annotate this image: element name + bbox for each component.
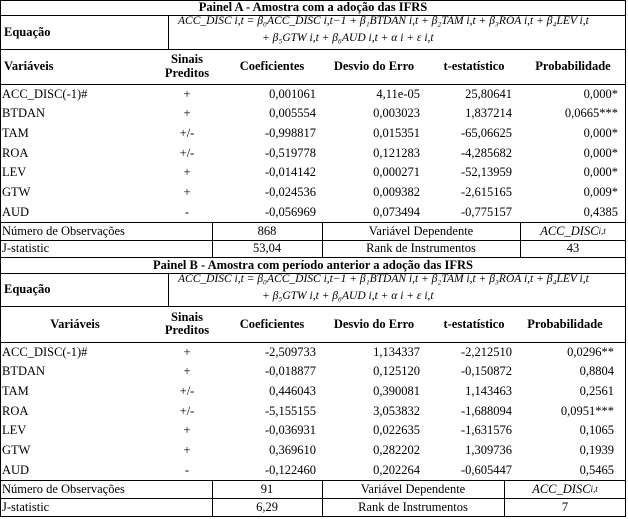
panel-a-rank-label: Rank de Instrumentos [366,241,476,256]
panel-b-dep-var-name: ACC_DISC [532,481,591,496]
variable-name: GTW [2,185,31,200]
rule [504,480,505,516]
panel-b-header-signs-l1: Sinais [171,309,203,324]
coefficient-value: 0,001061 [269,86,316,101]
rule [0,273,626,274]
table-row [0,143,626,163]
table-row [0,460,626,480]
panel-a-header-signs-l1: Sinais [171,52,203,67]
panel-b-header-std-error: Desvio do Erro [333,316,415,331]
panel-b-footer-row-1 [0,480,626,498]
panel-a-header-signs [150,49,224,84]
panel-a-header-variables: Variáveis [4,59,54,74]
panel-a-equation-row [0,15,626,49]
panel-b-header-signs-l2: Preditos [164,323,210,337]
predicted-sign: - [184,204,190,219]
panel-a-n-obs-label: Número de Observações [2,223,125,238]
table-row [0,441,626,461]
panel-a-equation-line2: + β₅GTW i,t + β₆AUD i,t + α i + ε i,t [262,32,434,44]
variable-name: TAM [2,125,29,140]
variable-name: BTDAN [2,106,46,121]
panel-b-header-t-stat: t-estatístico [443,316,505,331]
panel-b-equation-label: Equação [4,282,51,297]
rule [212,222,213,257]
variable-name: ROA [2,145,29,160]
rule [0,498,626,499]
panel-b-dep-var-value [504,480,626,498]
variable-name: ACC_DISC(-1)# [2,86,88,101]
panel-b-header-signs [150,306,224,342]
std-error-value: 0,003023 [373,106,420,121]
predicted-sign: + [183,423,191,438]
probability-value: 0,0951*** [560,403,614,418]
coefficient-value: 0,446043 [269,383,316,398]
panel-b-footer-row-2 [0,498,626,516]
panel-b-title: Painel B - Amostra com período anterior a adoção das IFRS [153,257,473,272]
panel-b-equation-row [0,273,626,306]
predicted-sign: + [183,443,191,458]
table-row [0,381,626,401]
t-stat-value: -4,285682 [460,145,512,160]
table-row [0,84,626,104]
table-row [0,183,626,203]
coefficient-value: -0,024536 [264,185,316,200]
std-error-value: 1,134337 [373,344,420,359]
panel-b-n-obs-value: 91 [260,481,274,496]
panel-b-header-row [0,306,626,342]
t-stat-value: -1,631576 [460,423,512,438]
panel-b-equation-line1: ACC_DISC i,t = β₀ACC_DISC i,t−1 + β₁BTDAN i,t + β₂TAM i,t + β₃ROA i,t + β₄LEV i,t [178,273,589,285]
rule [520,222,521,257]
probability-value: 0,000* [583,145,618,160]
panel-a-jstat-label: J-statistic [2,241,50,256]
panel-a-title-row [0,0,626,15]
panel-b-title-row [0,257,626,273]
panel-a-equation-label: Equação [4,24,51,39]
panel-b-header-probability: Probabilidade [527,316,603,331]
t-stat-value: -0,150872 [460,364,512,379]
t-stat-value: 1,309736 [465,443,512,458]
probability-value: 0,0665*** [564,106,618,121]
panel-a-header-probability: Probabilidade [535,59,611,74]
table-row [0,401,626,421]
t-stat-value: 1,837214 [465,106,512,121]
variable-name: LEV [2,423,27,438]
probability-value: 0,2561 [579,383,614,398]
variable-name: ROA [2,403,29,418]
probability-value: 0,4385 [583,204,618,219]
coefficient-value: -0,122460 [264,462,316,477]
rule [0,480,626,481]
coefficient-value: -0,018877 [264,364,316,379]
predicted-sign: +/- [179,383,195,398]
t-stat-value: -52,13959 [460,165,512,180]
t-stat-value: -0,605447 [460,462,512,477]
coefficient-value: -0,014142 [264,165,316,180]
table-row [0,123,626,143]
panel-b-header-variables: Variáveis [50,316,100,331]
coefficient-value: -0,056969 [264,204,316,219]
variable-name: TAM [2,383,29,398]
probability-value: 0,1065 [579,423,614,438]
table-row [0,202,626,222]
panel-a-equation-line1: ACC_DISC i,t = β₀ACC_DISC i,t−1 + β₁BTDAN i,t + β₂TAM i,t + β₃ROA i,t + β₄LEV i,t [178,15,589,27]
rule [0,84,626,85]
panel-a-header-t-stat: t-estatístico [443,59,505,74]
coefficient-value: -0,036931 [264,423,316,438]
probability-value: 0,000* [583,165,618,180]
rule [0,342,626,343]
panel-a-header-coefficients: Coeficientes [239,59,305,74]
std-error-value: 0,282202 [373,443,420,458]
predicted-sign: + [183,106,191,121]
t-stat-value: 1,143463 [465,383,512,398]
panel-a-header-std-error: Desvio do Erro [333,59,415,74]
panel-a-header-row [0,49,626,84]
std-error-value: 0,125120 [373,364,420,379]
predicted-sign: + [183,165,191,180]
variable-name: GTW [2,443,31,458]
table-row [0,362,626,382]
predicted-sign: + [183,364,191,379]
coefficient-value: -0,519778 [264,145,316,160]
coefficient-value: -2,509733 [264,344,316,359]
table-row [0,163,626,183]
panel-a-dep-var-subscript: i,t [598,225,606,236]
rule [0,257,626,258]
rule [0,222,626,223]
variable-name: AUD [2,204,30,219]
panel-a-dep-var-name: ACC_DISC [540,223,599,238]
panel-b-rank-label: Rank de Instrumentos [358,499,468,514]
rule [0,49,626,50]
probability-value: 0,1939 [579,443,614,458]
panel-b-equation-line2: + β₅GTW i,t + β₆AUD i,t + α i + ε i,t [262,290,434,302]
panel-b-jstat-value: 6,29 [256,499,278,514]
panel-a-footer-row-2 [0,240,626,257]
panel-b-header-coefficients: Coeficientes [239,316,305,331]
std-error-value: 0,015351 [373,125,420,140]
table-row [0,104,626,124]
variable-name: AUD [2,462,30,477]
probability-value: 0,000* [583,86,618,101]
table-row [0,421,626,441]
panel-a-dep-var-value [520,222,626,240]
std-error-value: 0,000271 [373,165,420,180]
probability-value: 0,009* [583,185,618,200]
predicted-sign: + [183,185,191,200]
std-error-value: 0,202264 [373,462,420,477]
panel-a-n-obs-value: 868 [257,223,277,238]
std-error-value: 4,11e-05 [376,86,420,101]
coefficient-value: 0,005554 [269,106,316,121]
predicted-sign: - [184,462,190,477]
std-error-value: 0,390081 [373,383,420,398]
rule [322,480,323,516]
rule [168,15,169,49]
coefficient-value: -5,155155 [264,403,316,418]
t-stat-value: -65,06625 [460,125,512,140]
std-error-value: 0,009382 [373,185,420,200]
t-stat-value: -1,688094 [460,403,512,418]
table-row [0,342,626,362]
panel-a-header-signs-l2: Preditos [164,65,210,80]
predicted-sign: +/- [179,403,195,418]
probability-value: 0,8804 [579,364,614,379]
rule [0,306,626,307]
rule [168,273,169,306]
panel-b-dep-var-subscript: i,t [590,483,598,494]
coefficient-value: 0,369610 [269,443,316,458]
coefficient-value: -0,998817 [264,125,316,140]
panel-b-jstat-label: J-statistic [2,499,50,514]
panel-a-dep-var-label: Variável Dependente [368,223,474,238]
t-stat-value: -2,615165 [460,185,512,200]
predicted-sign: + [183,86,191,101]
std-error-value: 0,073494 [373,204,420,219]
probability-value: 0,0296** [567,344,614,359]
t-stat-value: -0,775157 [460,204,512,219]
predicted-sign: + [183,344,191,359]
panel-b-rank-value: 7 [561,499,569,514]
std-error-value: 3,053832 [373,403,420,418]
probability-value: 0,5465 [579,462,614,477]
panel-b-n-obs-label: Número de Observações [2,481,125,496]
std-error-value: 0,022635 [373,423,420,438]
rule [0,240,626,241]
panel-a-footer-row-1 [0,222,626,240]
panel-a-title: Painel A - Amostra com a adoção das IFRS [198,0,428,15]
rule [212,480,213,516]
predicted-sign: +/- [179,145,195,160]
t-stat-value: 25,80641 [465,86,512,101]
panel-a-rank-value: 43 [566,241,580,256]
rule [0,15,626,16]
std-error-value: 0,121283 [373,145,420,160]
panel-b-dep-var-label: Variável Dependente [360,481,466,496]
rule [322,222,323,257]
variable-name: LEV [2,165,27,180]
t-stat-value: -2,212510 [460,344,512,359]
probability-value: 0,000* [583,125,618,140]
variable-name: ACC_DISC(-1)# [2,344,88,359]
predicted-sign: +/- [179,125,195,140]
panel-a-jstat-value: 53,04 [252,241,282,256]
variable-name: BTDAN [2,364,46,379]
